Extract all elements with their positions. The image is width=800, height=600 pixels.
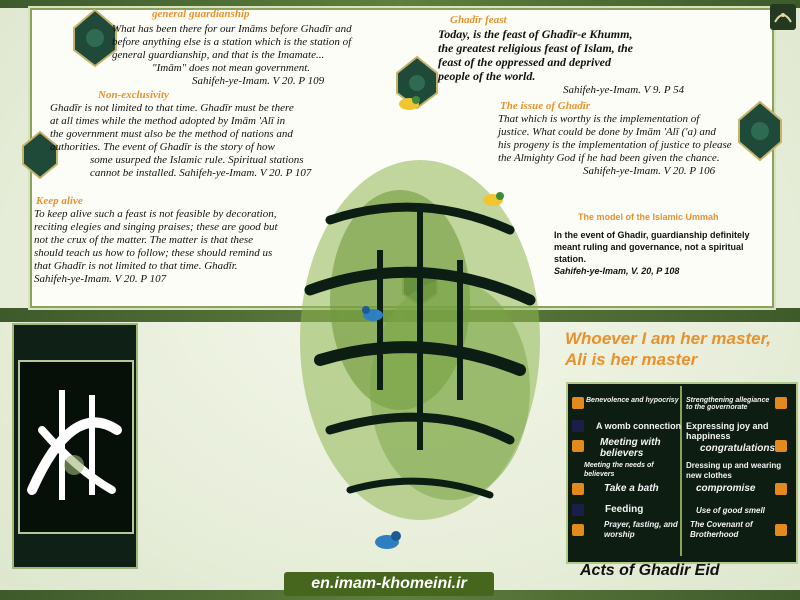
act-item: Dressing up and wearing new clothes [686, 461, 782, 480]
blue-bird-icon-2 [372, 528, 402, 554]
ali-calligraphy-artwork [22, 370, 126, 520]
act-item: Strengthening allegiance to the governorate [686, 397, 770, 411]
act-item: Meeting the needs of believers [584, 462, 654, 478]
act-item: Use of good smell [696, 506, 765, 515]
act-marker-icon [572, 524, 584, 536]
calligraphy-foliage-artwork [290, 150, 550, 530]
keep-alive-source: Sahifeh-ye-Imam. V 20. P 107 [34, 273, 167, 285]
act-item: Take a bath [604, 483, 659, 494]
issue-of-ghadir-text: That which is worthy is the implementation of justice. What could be done by Imām 'Alī ('a) and his progeny is the implementation of justice to please the Almighty God if he had been given the chance. Sahifeh-ye-Imam. V 20. P 106 [498, 113, 768, 178]
ghadir-feast-heading: Ghadīr feast [450, 14, 507, 26]
master-quote: Whoever I am her master, Ali is her master [565, 329, 771, 369]
act-marker-icon [572, 483, 584, 495]
issue-of-ghadir-heading: The issue of Ghadīr [500, 100, 591, 112]
logo-icon [770, 4, 796, 30]
ghadir-feast-source: Sahifeh-ye-Imam. V 9. P 54 [563, 84, 685, 96]
general-guardianship-text: What has been there for our Imāms before Ghadīr and before anything else is a station which is the station of general guardianship, and that is the Imamate... "Imām" does not mean government. Sahifeh-ye-Imam. V 20. P 109 [112, 23, 412, 88]
act-marker-icon [775, 524, 787, 536]
bird-icon-2 [480, 188, 506, 210]
act-marker-icon [775, 440, 787, 452]
issue-of-ghadir-source: Sahifeh-ye-Imam. V 20. P 106 [583, 165, 716, 177]
act-item: Meeting with believers [600, 437, 661, 459]
non-exclusivity-text: Ghadīr is not limited to that time. Ghadīr must be there at all times while the method adopted by Imām 'Alī in the government must also be the method of nations and authorities. The event of Ghadīr is the story of how some usurped the Islamic rule. Spiritual stations cannot be installed. Sahifeh-ye-Imam. V 20. P 107 [50, 102, 312, 179]
act-marker-icon [572, 397, 584, 409]
islamic-ummah-text: In the event of Ghadir, guardianship definitely meant ruling and governance, not a spiritual station. Sahifeh-ye-Imam, V. 20, P 108 [554, 229, 784, 277]
ghadir-feast-text: Today, is the feast of Ghadīr-e Khumm, the greatest religious feast of Islam, the feast of the oppressed and deprived people of the world. Sahifeh-ye-Imam. V 9. P 54 [438, 27, 738, 97]
acts-title: Acts of Ghadir Eid [580, 562, 720, 579]
act-item: Prayer, fasting, and worship [604, 520, 678, 539]
act-marker-icon [572, 440, 584, 452]
act-item: Feeding [605, 504, 644, 515]
acts-divider [680, 386, 682, 556]
islamic-ummah-source: Sahifeh-ye-Imam, V. 20, P 108 [554, 266, 680, 276]
act-marker-icon [572, 504, 584, 516]
non-exclusivity-heading: Non-exclusivity [98, 89, 169, 101]
top-band [0, 0, 800, 8]
act-item: Expressing joy and happiness [686, 421, 769, 441]
website-link[interactable]: en.imam-khomeini.ir [284, 572, 494, 596]
keep-alive-heading: Keep alive [36, 195, 83, 207]
act-item: The Covenant of Brotherhood [690, 520, 753, 539]
islamic-ummah-heading: The model of the Islamic Ummah [578, 212, 719, 222]
keep-alive-text: To keep alive such a feast is not feasible by decoration, reciting elegies and singing praises; these are good but not the crux of the matter. The matter is that these should teach us how to follow; these should remind us that Ghadīr is not limited to that time. Ghadīr. Sahifeh-ye-Imam. V 20. P 107 [34, 208, 334, 286]
act-item: compromise [696, 483, 756, 494]
blue-bird-icon [360, 302, 386, 326]
act-marker-icon [572, 420, 584, 432]
bird-icon [396, 92, 422, 114]
general-guardianship-heading: general guardianship [152, 8, 250, 20]
act-item: congratulations [700, 443, 776, 454]
act-item: Benevolence and hypocrisy [586, 397, 679, 404]
act-marker-icon [775, 397, 787, 409]
general-guardianship-source: Sahifeh-ye-Imam. V 20. P 109 [192, 75, 325, 87]
act-marker-icon [775, 483, 787, 495]
act-item: A womb connection [596, 421, 682, 431]
non-exclusivity-source: Sahifeh-ye-Imam. V 20. P 107 [179, 167, 312, 179]
